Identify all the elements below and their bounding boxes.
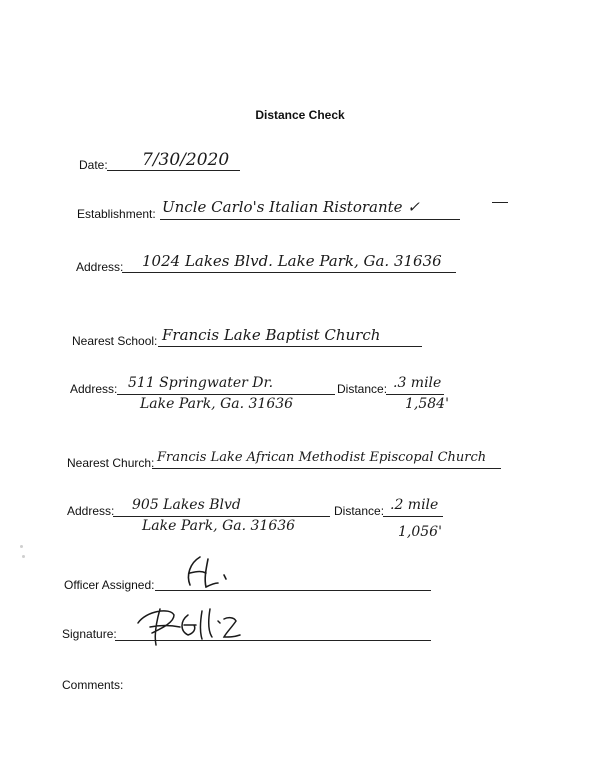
- church-distance-label: Distance:: [334, 504, 385, 518]
- comments-label: Comments:: [62, 678, 124, 692]
- nearest-school-line: [158, 346, 422, 347]
- date-label: Date:: [79, 158, 108, 172]
- school-distance-line1: .3 mile: [393, 375, 442, 391]
- form-title: Distance Check: [255, 108, 345, 122]
- church-distance-line2: 1,056': [398, 524, 442, 540]
- church-address-line1: 905 Lakes Blvd: [132, 497, 241, 513]
- address-value: 1024 Lakes Blvd. Lake Park, Ga. 31636: [142, 252, 442, 270]
- scan-speck: [22, 555, 25, 558]
- address-label: Address:: [76, 260, 124, 274]
- church-distance-line: [383, 516, 443, 517]
- establishment-value: Uncle Carlo's Italian Ristorante ✓: [162, 198, 420, 216]
- signature-label: Signature:: [62, 627, 117, 641]
- school-address-line: [117, 394, 335, 395]
- school-address-label: Address:: [70, 382, 118, 396]
- church-address-line: [113, 516, 330, 517]
- school-distance-line2: 1,584': [405, 396, 449, 412]
- church-address-label: Address:: [67, 504, 115, 518]
- establishment-line: [160, 219, 460, 220]
- date-value: 7/30/2020: [142, 150, 230, 170]
- establishment-label: Establishment:: [77, 207, 156, 221]
- nearest-church-label: Nearest Church:: [67, 456, 155, 470]
- nearest-church-value: Francis Lake African Methodist Episcopal Church: [157, 450, 487, 465]
- address-line: [122, 272, 456, 273]
- signature-mark: [130, 603, 250, 649]
- nearest-school-label: Nearest School:: [72, 334, 158, 348]
- date-line: [107, 170, 240, 171]
- church-distance-line1: .2 mile: [390, 497, 439, 513]
- officer-assigned-label: Officer Assigned:: [64, 578, 155, 592]
- nearest-church-line: [152, 468, 501, 469]
- school-address-line2: Lake Park, Ga. 31636: [140, 396, 294, 412]
- scan-speck: [20, 545, 23, 548]
- officer-initials-mark: [180, 553, 240, 593]
- church-address-line2: Lake Park, Ga. 31636: [142, 518, 296, 534]
- stray-pen-mark: [492, 202, 508, 203]
- school-address-line1: 511 Springwater Dr.: [128, 375, 274, 391]
- school-distance-label: Distance:: [337, 382, 388, 396]
- school-distance-line: [386, 394, 444, 395]
- nearest-school-value: Francis Lake Baptist Church: [162, 326, 381, 344]
